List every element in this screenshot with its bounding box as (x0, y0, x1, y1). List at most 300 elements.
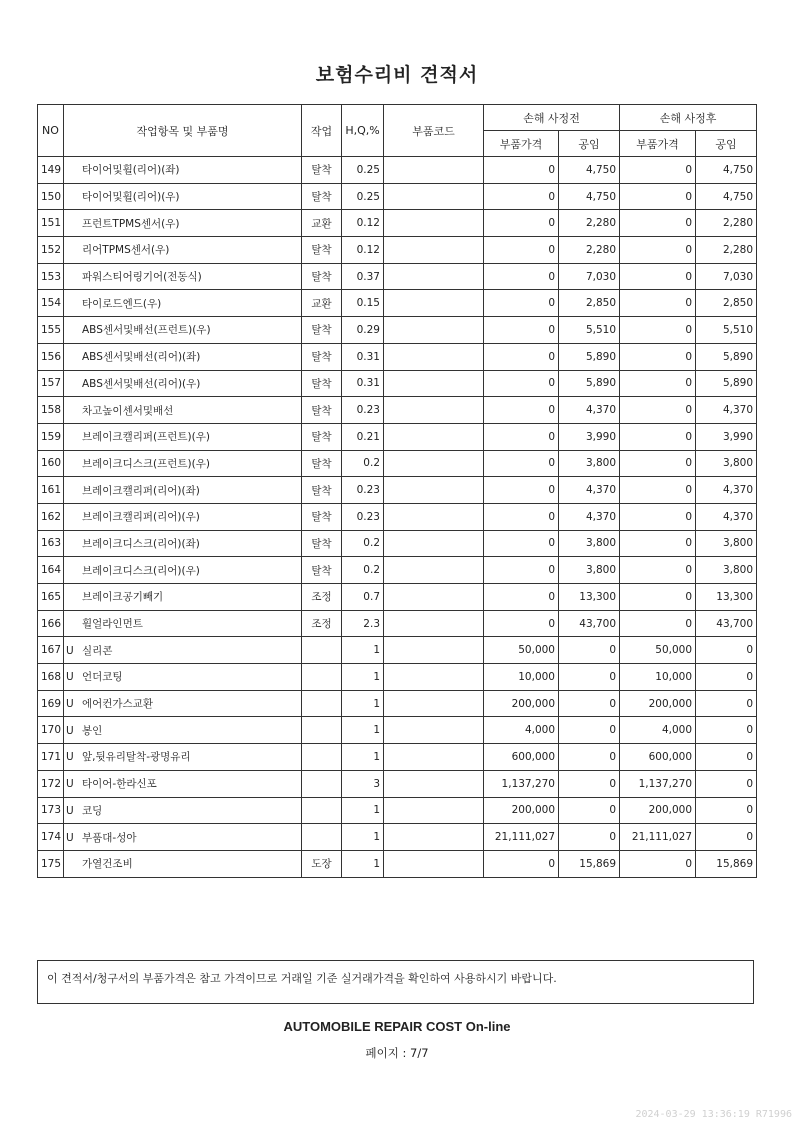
row-no: 174 (38, 824, 64, 851)
part-code (384, 557, 484, 584)
item-name-text: 브레이크공기빼기 (82, 591, 164, 604)
labor-after: 0 (696, 770, 757, 797)
item-name-text: 타이어및휠(리어)(좌) (82, 164, 180, 177)
labor-after: 3,990 (696, 423, 757, 450)
row-no: 158 (38, 397, 64, 424)
user-flag: U (66, 778, 74, 791)
labor-before: 3,990 (559, 423, 620, 450)
item-name (64, 317, 302, 344)
part-price-before: 0 (484, 343, 559, 370)
part-price-after: 50,000 (620, 637, 696, 664)
labor-after: 0 (696, 664, 757, 691)
item-name-text: 브레이크디스크(리어)(우) (82, 564, 200, 577)
part-price-before: 0 (484, 290, 559, 317)
part-price-after: 0 (620, 530, 696, 557)
work-type: 탈착 (302, 370, 342, 397)
labor-before: 0 (559, 770, 620, 797)
part-code (384, 797, 484, 824)
row-no: 159 (38, 423, 64, 450)
notice-text: 이 견적서/청구서의 부품가격은 참고 가격이므로 거래일 기준 실거래가격을 확인하여 사용하시기 바랍니다. (47, 972, 557, 985)
hq-value: 0.15 (342, 290, 384, 317)
header-part-price-after: 부품가격 (620, 131, 696, 157)
header-hq: H,Q,% (342, 105, 384, 157)
part-price-before: 0 (484, 210, 559, 237)
work-type: 탈착 (302, 237, 342, 264)
item-name-text: 브레이크디스크(리어)(좌) (82, 537, 200, 550)
estimate-rows (38, 157, 757, 878)
part-price-after: 200,000 (620, 690, 696, 717)
labor-after: 5,890 (696, 343, 757, 370)
part-code (384, 290, 484, 317)
hq-value: 0.23 (342, 503, 384, 530)
row-no: 163 (38, 530, 64, 557)
part-price-before: 0 (484, 503, 559, 530)
labor-before: 7,030 (559, 263, 620, 290)
row-no: 156 (38, 343, 64, 370)
part-price-before: 50,000 (484, 637, 559, 664)
labor-before: 0 (559, 637, 620, 664)
work-type: 탈착 (302, 477, 342, 504)
labor-before: 3,800 (559, 530, 620, 557)
table-row (38, 717, 757, 744)
hq-value: 2.3 (342, 610, 384, 637)
part-price-before: 0 (484, 397, 559, 424)
labor-after: 0 (696, 744, 757, 771)
part-price-after: 0 (620, 263, 696, 290)
item-name (64, 717, 302, 744)
labor-after: 5,510 (696, 317, 757, 344)
work-type: 탈착 (302, 557, 342, 584)
labor-after: 2,280 (696, 237, 757, 264)
hq-value: 0.7 (342, 584, 384, 611)
work-type: 교환 (302, 210, 342, 237)
part-code (384, 397, 484, 424)
work-type: 탈착 (302, 423, 342, 450)
row-no: 152 (38, 237, 64, 264)
work-type: 탈착 (302, 397, 342, 424)
item-name-text: 파워스티어링기어(전동식) (82, 271, 202, 284)
hq-value: 1 (342, 850, 384, 877)
item-name-text: ABS센서및배선(리어)(좌) (82, 351, 201, 364)
labor-before: 15,869 (559, 850, 620, 877)
table-row (38, 557, 757, 584)
part-price-before: 0 (484, 423, 559, 450)
labor-before: 4,370 (559, 503, 620, 530)
item-name (64, 530, 302, 557)
item-name-text: 휠얼라인먼트 (82, 618, 143, 631)
part-price-before: 0 (484, 183, 559, 210)
labor-after: 0 (696, 690, 757, 717)
labor-before: 43,700 (559, 610, 620, 637)
table-row (38, 423, 757, 450)
header-no: NO (38, 105, 64, 157)
part-price-before: 0 (484, 370, 559, 397)
part-price-after: 0 (620, 397, 696, 424)
labor-after: 3,800 (696, 450, 757, 477)
part-code (384, 530, 484, 557)
row-no: 173 (38, 797, 64, 824)
table-row (38, 450, 757, 477)
labor-before: 3,800 (559, 450, 620, 477)
labor-before: 0 (559, 797, 620, 824)
hq-value: 0.37 (342, 263, 384, 290)
item-name-text: 차고높이센서및배선 (82, 404, 174, 417)
hq-value: 0.31 (342, 343, 384, 370)
item-name (64, 824, 302, 851)
labor-before: 2,280 (559, 237, 620, 264)
table-row (38, 584, 757, 611)
row-no: 165 (38, 584, 64, 611)
hq-value: 0.29 (342, 317, 384, 344)
header-after-group: 손해 사정후 (620, 105, 757, 131)
item-name (64, 664, 302, 691)
hq-value: 0.31 (342, 370, 384, 397)
labor-before: 0 (559, 717, 620, 744)
table-row (38, 824, 757, 851)
part-code (384, 210, 484, 237)
table-row (38, 370, 757, 397)
row-no: 175 (38, 850, 64, 877)
work-type: 탈착 (302, 343, 342, 370)
item-name-text: 에어컨가스교환 (82, 698, 154, 711)
work-type (302, 744, 342, 771)
part-price-after: 0 (620, 477, 696, 504)
item-name (64, 637, 302, 664)
labor-after: 0 (696, 797, 757, 824)
header-part-code: 부품코드 (384, 105, 484, 157)
labor-after: 43,700 (696, 610, 757, 637)
item-name (64, 290, 302, 317)
part-code (384, 317, 484, 344)
labor-before: 4,370 (559, 477, 620, 504)
work-type: 탈착 (302, 450, 342, 477)
part-price-after: 1,137,270 (620, 770, 696, 797)
item-name-text: 타이어-한라신포 (82, 778, 157, 791)
labor-after: 4,370 (696, 397, 757, 424)
item-name-text: ABS센서및배선(리어)(우) (82, 377, 201, 390)
table-row (38, 343, 757, 370)
row-no: 171 (38, 744, 64, 771)
hq-value: 1 (342, 637, 384, 664)
labor-after: 0 (696, 637, 757, 664)
user-flag: U (66, 751, 74, 764)
item-name-text: 타이어및휠(리어)(우) (82, 191, 180, 204)
item-name (64, 370, 302, 397)
page-number: 페이지 : 7/7 (365, 1046, 429, 1060)
part-code (384, 370, 484, 397)
part-price-before: 10,000 (484, 664, 559, 691)
item-name (64, 690, 302, 717)
item-name (64, 770, 302, 797)
part-price-before: 600,000 (484, 744, 559, 771)
header-labor-after: 공임 (696, 131, 757, 157)
part-price-after: 0 (620, 423, 696, 450)
part-price-before: 0 (484, 850, 559, 877)
labor-after: 15,869 (696, 850, 757, 877)
labor-before: 0 (559, 664, 620, 691)
row-no: 164 (38, 557, 64, 584)
part-code (384, 690, 484, 717)
table-row (38, 290, 757, 317)
work-type: 조정 (302, 584, 342, 611)
item-name-text: 가열건조비 (82, 858, 133, 871)
part-price-after: 200,000 (620, 797, 696, 824)
header-labor-before: 공임 (559, 131, 620, 157)
item-name (64, 503, 302, 530)
work-type: 교환 (302, 290, 342, 317)
labor-before: 3,800 (559, 557, 620, 584)
hq-value: 0.25 (342, 157, 384, 184)
labor-after: 4,750 (696, 183, 757, 210)
user-flag: U (66, 671, 74, 684)
part-code (384, 423, 484, 450)
part-price-after: 0 (620, 183, 696, 210)
part-price-after: 0 (620, 503, 696, 530)
part-price-after: 0 (620, 343, 696, 370)
item-name (64, 797, 302, 824)
row-no: 169 (38, 690, 64, 717)
part-price-after: 600,000 (620, 744, 696, 771)
work-type: 탈착 (302, 530, 342, 557)
item-name-text: 언더코팅 (82, 671, 123, 684)
part-price-before: 4,000 (484, 717, 559, 744)
user-flag: U (66, 698, 74, 711)
row-no: 172 (38, 770, 64, 797)
part-price-after: 4,000 (620, 717, 696, 744)
item-name (64, 343, 302, 370)
header-work: 작업 (302, 105, 342, 157)
row-no: 160 (38, 450, 64, 477)
part-code (384, 343, 484, 370)
hq-value: 1 (342, 690, 384, 717)
header-before-group: 손해 사정전 (484, 105, 620, 131)
table-row (38, 183, 757, 210)
labor-after: 4,750 (696, 157, 757, 184)
row-no: 162 (38, 503, 64, 530)
labor-after: 0 (696, 717, 757, 744)
part-price-before: 0 (484, 450, 559, 477)
table-row (38, 744, 757, 771)
hq-value: 1 (342, 717, 384, 744)
item-name (64, 584, 302, 611)
part-price-before: 200,000 (484, 690, 559, 717)
part-price-before: 0 (484, 530, 559, 557)
row-no: 150 (38, 183, 64, 210)
part-price-before: 0 (484, 584, 559, 611)
part-code (384, 263, 484, 290)
item-name (64, 210, 302, 237)
row-no: 149 (38, 157, 64, 184)
part-code (384, 237, 484, 264)
labor-before: 4,750 (559, 183, 620, 210)
item-name (64, 557, 302, 584)
item-name (64, 450, 302, 477)
labor-after: 5,890 (696, 370, 757, 397)
user-flag: U (66, 831, 74, 844)
item-name (64, 397, 302, 424)
work-type: 탈착 (302, 183, 342, 210)
labor-before: 4,370 (559, 397, 620, 424)
work-type (302, 664, 342, 691)
table-row (38, 503, 757, 530)
part-code (384, 610, 484, 637)
part-code (384, 824, 484, 851)
part-code (384, 450, 484, 477)
item-name-text: 프런트TPMS센서(우) (82, 217, 180, 230)
item-name (64, 744, 302, 771)
labor-before: 0 (559, 690, 620, 717)
table-row (38, 237, 757, 264)
hq-value: 0.12 (342, 210, 384, 237)
hq-value: 0.2 (342, 557, 384, 584)
labor-after: 0 (696, 824, 757, 851)
row-no: 166 (38, 610, 64, 637)
work-type: 탈착 (302, 317, 342, 344)
work-type: 조정 (302, 610, 342, 637)
part-price-after: 0 (620, 610, 696, 637)
row-no: 154 (38, 290, 64, 317)
row-no: 151 (38, 210, 64, 237)
table-row (38, 850, 757, 877)
item-name-text: 코딩 (82, 804, 103, 817)
item-name (64, 237, 302, 264)
part-price-before: 200,000 (484, 797, 559, 824)
item-name (64, 610, 302, 637)
part-price-before: 0 (484, 477, 559, 504)
part-code (384, 503, 484, 530)
notice-box (37, 960, 754, 1004)
table-row (38, 664, 757, 691)
user-flag: U (66, 644, 74, 657)
table-row (38, 157, 757, 184)
part-price-after: 21,111,027 (620, 824, 696, 851)
part-price-after: 0 (620, 450, 696, 477)
hq-value: 1 (342, 824, 384, 851)
part-code (384, 637, 484, 664)
labor-before: 2,850 (559, 290, 620, 317)
labor-before: 5,510 (559, 317, 620, 344)
hq-value: 0.12 (342, 237, 384, 264)
part-price-after: 0 (620, 317, 696, 344)
item-name-text: 실리콘 (82, 644, 113, 657)
hq-value: 0.21 (342, 423, 384, 450)
labor-after: 2,280 (696, 210, 757, 237)
item-name-text: 앞,뒷유리탈착-광명유리 (82, 751, 191, 764)
table-row (38, 530, 757, 557)
item-name (64, 157, 302, 184)
item-name-text: 브레이크디스크(프런트)(우) (82, 457, 210, 470)
labor-after: 3,800 (696, 530, 757, 557)
hq-value: 1 (342, 664, 384, 691)
work-type (302, 637, 342, 664)
item-name-text: 리어TPMS센서(우) (82, 244, 170, 257)
labor-before: 13,300 (559, 584, 620, 611)
work-type (302, 717, 342, 744)
item-name-text: 타이로드엔드(우) (82, 297, 162, 310)
hq-value: 0.2 (342, 530, 384, 557)
labor-before: 5,890 (559, 370, 620, 397)
work-type (302, 797, 342, 824)
work-type: 도장 (302, 850, 342, 877)
part-code (384, 717, 484, 744)
labor-after: 3,800 (696, 557, 757, 584)
labor-before: 0 (559, 824, 620, 851)
part-code (384, 850, 484, 877)
part-price-before: 21,111,027 (484, 824, 559, 851)
header-part-price-before: 부품가격 (484, 131, 559, 157)
part-code (384, 664, 484, 691)
row-no: 168 (38, 664, 64, 691)
work-type (302, 690, 342, 717)
work-type: 탈착 (302, 157, 342, 184)
part-price-before: 0 (484, 237, 559, 264)
hq-value: 0.23 (342, 397, 384, 424)
part-code (384, 477, 484, 504)
hq-value: 0.2 (342, 450, 384, 477)
work-type (302, 824, 342, 851)
part-price-after: 0 (620, 210, 696, 237)
part-price-after: 10,000 (620, 664, 696, 691)
part-price-after: 0 (620, 850, 696, 877)
item-name (64, 183, 302, 210)
work-type: 탈착 (302, 503, 342, 530)
labor-before: 4,750 (559, 157, 620, 184)
labor-before: 5,890 (559, 343, 620, 370)
item-name-text: 브레이크캘리퍼(리어)(우) (82, 511, 200, 524)
table-row (38, 770, 757, 797)
header-row-1 (38, 105, 757, 131)
part-price-after: 0 (620, 237, 696, 264)
part-price-after: 0 (620, 157, 696, 184)
hq-value: 0.25 (342, 183, 384, 210)
part-price-before: 0 (484, 263, 559, 290)
labor-before: 2,280 (559, 210, 620, 237)
table-row (38, 263, 757, 290)
table-row (38, 610, 757, 637)
table-row (38, 397, 757, 424)
row-no: 155 (38, 317, 64, 344)
labor-after: 4,370 (696, 503, 757, 530)
footer-title: AUTOMOBILE REPAIR COST On-line (283, 1019, 511, 1034)
row-no: 170 (38, 717, 64, 744)
item-name-text: 봉인 (82, 724, 103, 737)
work-type (302, 770, 342, 797)
item-name (64, 423, 302, 450)
document-title: 보험수리비 견적서 (315, 64, 479, 86)
part-price-after: 0 (620, 370, 696, 397)
item-name (64, 477, 302, 504)
item-name-text: 부품대-성아 (82, 831, 137, 844)
hq-value: 0.23 (342, 477, 384, 504)
part-price-after: 0 (620, 584, 696, 611)
hq-value: 1 (342, 744, 384, 771)
work-type: 탈착 (302, 263, 342, 290)
estimate-table (37, 104, 757, 878)
part-code (384, 157, 484, 184)
table-row (38, 637, 757, 664)
part-code (384, 744, 484, 771)
part-code (384, 770, 484, 797)
labor-after: 2,850 (696, 290, 757, 317)
item-name-text: 브레이크캘리퍼(프런트)(우) (82, 431, 210, 444)
table-row (38, 317, 757, 344)
row-no: 161 (38, 477, 64, 504)
labor-before: 0 (559, 744, 620, 771)
labor-after: 4,370 (696, 477, 757, 504)
part-price-after: 0 (620, 290, 696, 317)
item-name-text: 브레이크캘리퍼(리어)(좌) (82, 484, 200, 497)
part-price-before: 0 (484, 557, 559, 584)
